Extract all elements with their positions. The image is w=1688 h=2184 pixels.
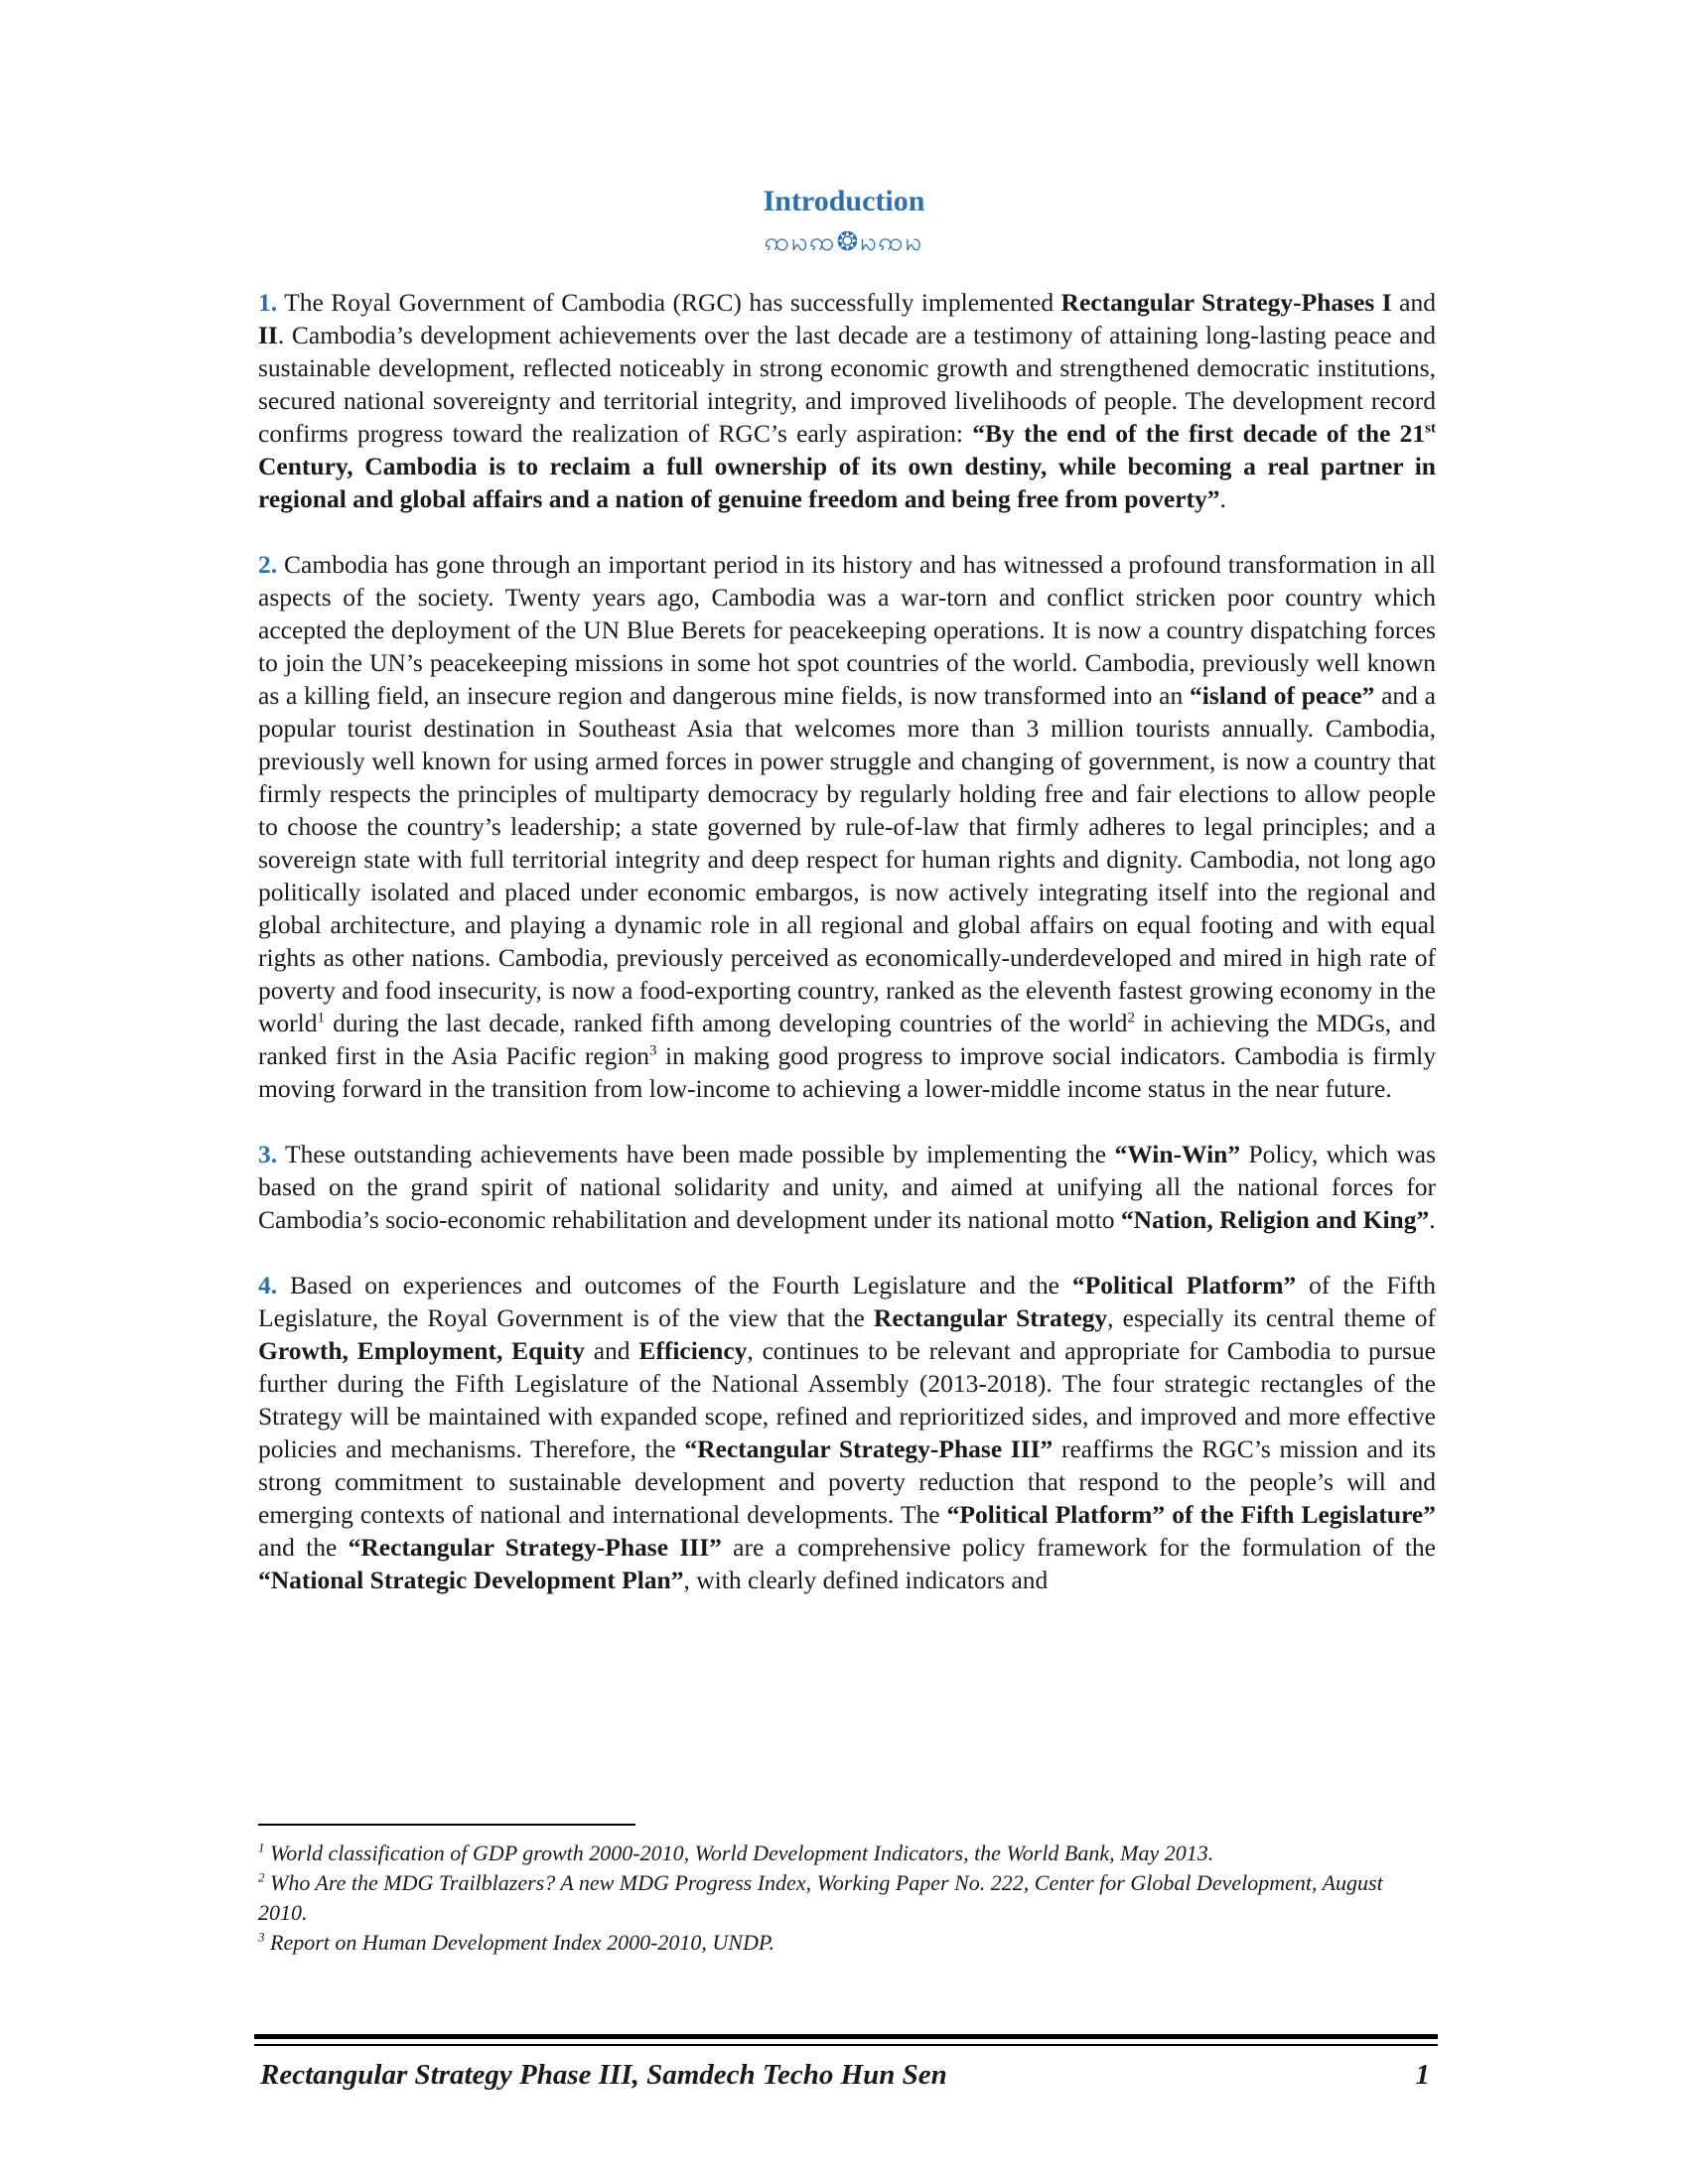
- text-run: and the: [258, 1533, 349, 1562]
- text-run: , continues to be relevant and appropriate for Cambodia to pursue further during the Fifth Legislature of the National Assembly (2013-2018). The four strategic rectangles of the Strategy will be maintained with expanded scope, refined and reprioritized sides, and improved and more effective policies and mechanisms. Therefore, the: [258, 1336, 1437, 1463]
- paragraph-content: [258, 288, 1436, 513]
- paragraph-3: [258, 1138, 1436, 1236]
- footnote-text: World classification of GDP growth 2000-2010, World Development Indicators, the World Bank, May 2013.: [264, 1841, 1214, 1865]
- bold-text: “By the end of the first decade of the 21: [972, 419, 1426, 448]
- text-run: in achieving the MDGs, and ranked first in the Asia Pacific region: [258, 1009, 1437, 1070]
- footnote-3: [258, 1928, 1436, 1958]
- text-run: of the Fifth Legislature, the Royal Government is of the view that the: [258, 1271, 1437, 1332]
- bold-text: “National Strategic Development Plan”: [258, 1566, 684, 1594]
- text-run: Policy, which was based on the grand spirit of national solidarity and unity, and aimed at unifying all the national forces for Cambodia’s socio-economic rehabilitation and development under its national motto: [258, 1140, 1436, 1234]
- bold-text: “Political Platform”: [1071, 1271, 1297, 1299]
- footnote-divider: [258, 1824, 635, 1826]
- bold-text: Rectangular Strategy: [873, 1303, 1108, 1332]
- bold-text: Growth, Employment, Equity: [258, 1336, 585, 1365]
- text-run: . Cambodia’s development achievements over the last decade are a testimony of attaining long-lasting peace and sustainable development, reflected noticeably in strong economic growth and strengthened democratic institutions, secured national sovereignty and territorial integrity, and improved livelihoods of people. The development record confirms progress toward the realization of RGC’s early aspiration:: [258, 321, 1436, 448]
- paragraph-number: 2.: [258, 550, 278, 579]
- superscript-mark: 3: [649, 1042, 657, 1059]
- text-run: The Royal Government of Cambodia (RGC) has successfully implemented: [277, 288, 1061, 317]
- text-run: , especially its central theme of: [1107, 1303, 1436, 1332]
- text-run: Based on experiences and outcomes of the Fourth Legislature and the: [277, 1271, 1072, 1299]
- paragraph-number: 4.: [258, 1271, 278, 1299]
- footnote-text: Report on Human Development Index 2000-2010, UNDP.: [264, 1930, 774, 1955]
- bold-text: “Win-Win”: [1114, 1140, 1241, 1168]
- text-run: and a popular tourist destination in Southeast Asia that welcomes more than 3 million tourists annually. Cambodia, previously well known for using armed forces in power struggle and changing of government, is now a country that firmly respects the principles of multiparty democracy by regularly holding free and fair elections to allow people to choose the country’s leadership; a state governed by rule-of-law that firmly adheres to legal principles; and a sovereign state with full territorial integrity and deep respect for human rights and dignity. Cambodia, not long ago politically isolated and placed under economic embargos, is now actively integrating itself into the regional and global architecture, and playing a dynamic role in all regional and global affairs on equal footing and with equal rights as other nations. Cambodia, previously perceived as economically-underdeveloped and mired in high rate of poverty and food insecurity, is now a food-exporting country, ranked as the eleventh fastest growing economy in the world: [258, 681, 1437, 1037]
- paragraph-1: [258, 286, 1436, 515]
- text-run: Cambodia has gone through an important period in its history and has witnessed a profound transformation in all aspects of the society. Twenty years ago, Cambodia was a war-torn and conflict stricken poor country which accepted the deployment of the UN Blue Berets for peacekeeping operations. It is now a country dispatching forces to join the UN’s peacekeeping missions in some hot spot countries of the world. Cambodia, previously well known as a killing field, an insecure region and dangerous mine fields, is now transformed into an: [258, 550, 1436, 710]
- bold-text: Century, Cambodia is to reclaim a full ownership of its own destiny, while becoming a real partner in regional and global affairs and a nation of genuine freedom and being free from poverty”: [258, 452, 1436, 513]
- body-text: [258, 286, 1436, 1629]
- bold-text: Rectangular Strategy-Phases I: [1060, 288, 1392, 317]
- text-run: during the last decade, ranked fifth among developing countries of the world: [325, 1009, 1128, 1037]
- superscript-mark: 1: [317, 1010, 325, 1026]
- bold-text: “Nation, Religion and King”: [1120, 1205, 1430, 1234]
- footnote-mark: 1: [258, 1840, 265, 1855]
- paragraph-content: [258, 1271, 1436, 1594]
- bold-text: Efficiency: [638, 1336, 748, 1365]
- text-run: .: [1429, 1205, 1436, 1234]
- footnote-mark: 3: [258, 1929, 265, 1945]
- footnote-text: Who Are the MDG Trailblazers? A new MDG Progress Index, Working Paper No. 222, Center for Global Development, August 2010.: [258, 1870, 1383, 1925]
- paragraph-4: [258, 1269, 1436, 1596]
- bold-text: “Rectangular Strategy-Phase III”: [348, 1533, 722, 1562]
- bold-text: “island of peace”: [1190, 681, 1375, 710]
- paragraph-content: [258, 1140, 1436, 1234]
- footer-thin-rule: [254, 2044, 1438, 2046]
- bold-text: “Political Platform” of the Fifth Legislature”: [946, 1500, 1436, 1529]
- paragraph-2: [258, 548, 1436, 1105]
- footnote-mark: 2: [258, 1869, 265, 1885]
- text-run: , with clearly defined indicators and: [683, 1566, 1049, 1594]
- text-run: are a comprehensive policy framework for the formulation of the: [721, 1533, 1436, 1562]
- text-run: in making good progress to improve social indicators. Cambodia is firmly moving forward in the transition from low-income to achieving a lower-middle income status in the near future.: [258, 1041, 1437, 1103]
- superscript-mark: st: [1425, 420, 1436, 437]
- bold-text: II: [258, 321, 278, 349]
- decorative-ornament: ꩡꩢꩡ❂ꩢꩡꩢ: [764, 227, 924, 256]
- footnote-2: [258, 1868, 1436, 1928]
- text-run: .: [1219, 484, 1226, 513]
- paragraph-number: 3.: [258, 1140, 278, 1168]
- page-number: 1: [1415, 2059, 1430, 2091]
- text-run: These outstanding achievements have been made possible by implementing the: [277, 1140, 1115, 1168]
- paragraph-content: [258, 550, 1436, 1103]
- text-run: and: [1391, 288, 1436, 317]
- footnote-1: [258, 1839, 1436, 1868]
- footer-thick-rule: [254, 2034, 1438, 2039]
- page-title: Introduction: [763, 185, 925, 217]
- footer-title: Rectangular Strategy Phase III, Samdech Techo Hun Sen: [260, 2059, 947, 2091]
- text-run: reaffirms the RGC’s mission and its strong commitment to sustainable development and poverty reduction that respond to the people’s will and emerging contexts of national and international developments. The: [258, 1434, 1437, 1529]
- superscript-mark: 2: [1127, 1010, 1135, 1026]
- text-run: and: [584, 1336, 639, 1365]
- bold-text: “Rectangular Strategy-Phase III”: [684, 1434, 1054, 1463]
- footnotes: [258, 1839, 1436, 1958]
- paragraph-number: 1.: [258, 288, 278, 317]
